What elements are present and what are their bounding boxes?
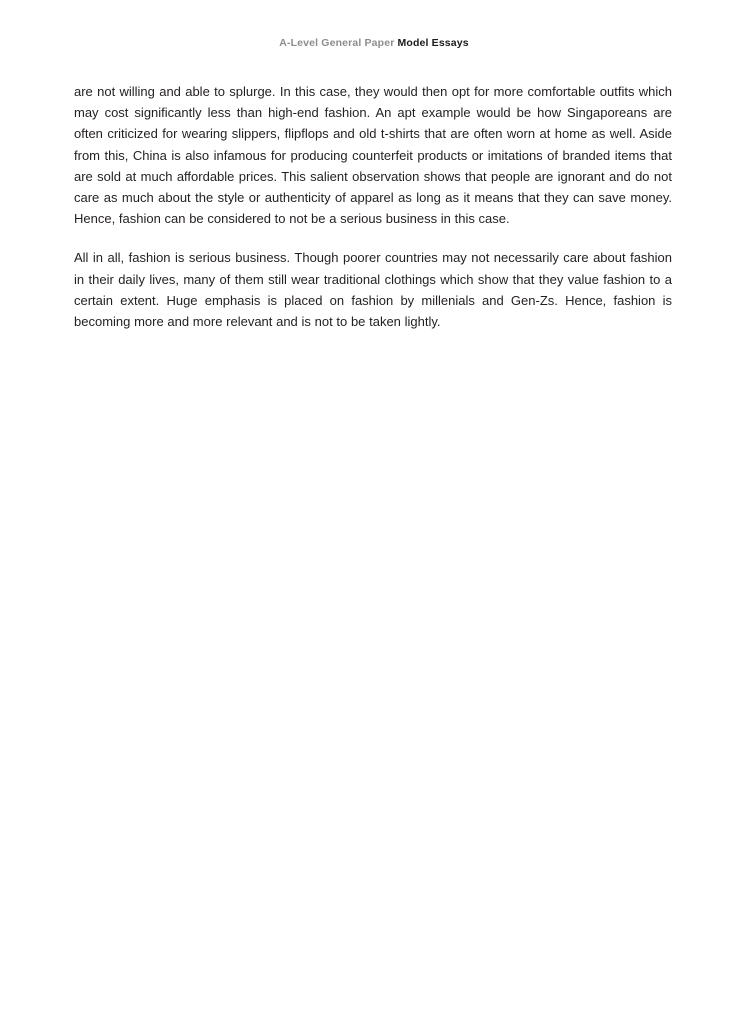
running-header-book-title: Model Essays	[397, 37, 469, 49]
body-text-column	[74, 81, 672, 332]
running-header-series-title: A-Level General Paper	[279, 37, 398, 49]
body-paragraph-2: All in all, fashion is serious business. Though poorer countries may not necessarily care about fashion in their daily lives, many of them still wear traditional clothings which show that they value fashion to a certain extent. Huge emphasis is placed on fashion by millenials and Gen-Zs. Hence, fashion is becoming more and more relevant and is not to be taken lightly.	[74, 250, 672, 330]
running-header	[0, 36, 748, 50]
body-paragraph-1: are not willing and able to splurge. In this case, they would then opt for more comfortable outfits which may cost significantly less than high-end fashion. An apt example would be how Singaporeans are often criticized for wearing slippers, flipflops and old t-shirts that are often worn at home as well. Aside from this, China is also infamous for producing counterfeit products or imitations of branded items that are sold at much affordable prices. This salient observation shows that people are ignorant and do not care as much about the style or authenticity of apparel as long as it means that they can save money. Hence, fashion can be considered to not be a serious business in this case.	[74, 84, 672, 227]
